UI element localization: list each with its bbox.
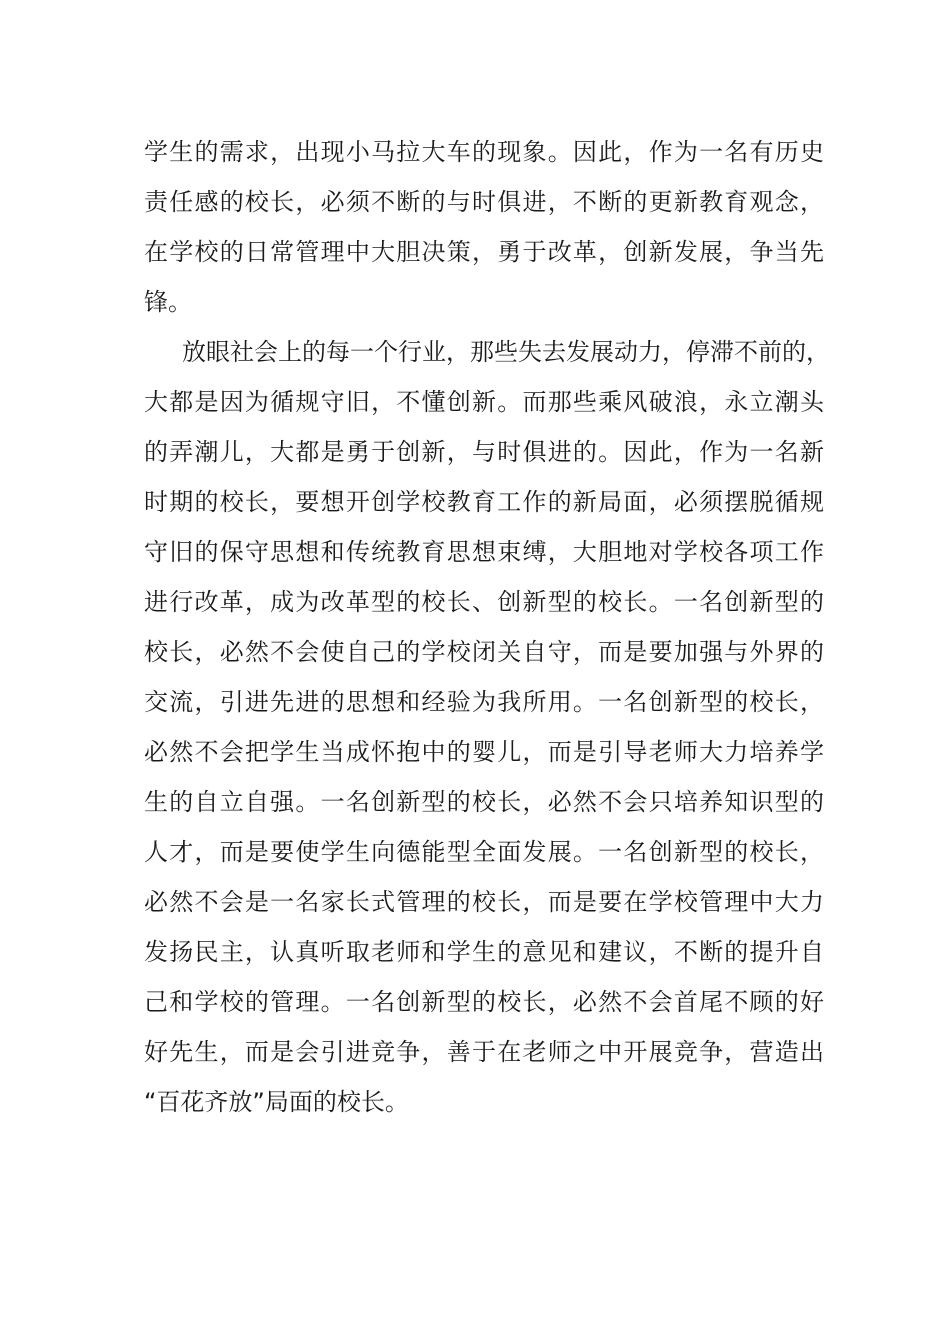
text-line: 时期的校长，要想开创学校教育工作的新局面，必须摆脱循规 [144,488,824,516]
text-line: 大都是因为循规守旧，不懂创新。而那些乘风破浪，永立潮头 [144,388,824,416]
text-line: 校长，必然不会使自己的学校闭关自守，而是要加强与外界的 [144,638,824,666]
text-line: 己和学校的管理。一名创新型的校长，必然不会首尾不顾的好 [144,988,824,1016]
text-line: 必然不会是一名家长式管理的校长，而是要在学校管理中大力 [144,888,824,916]
text-line: 发扬民主，认真听取老师和学生的意见和建议，不断的提升自 [144,938,824,966]
text-line: 的弄潮儿，大都是勇于创新，与时俱进的。因此，作为一名新 [144,438,824,466]
text-line: 生的自立自强。一名创新型的校长，必然不会只培养知识型的 [144,788,824,816]
text-line: “百花齐放”局面的校长。 [144,1088,409,1116]
text-line: 好先生，而是会引进竞争，善于在老师之中开展竞争，营造出 [144,1038,824,1066]
text-line: 在学校的日常管理中大胆决策，勇于改革，创新发展，争当先 [144,238,824,266]
text-line: 必然不会把学生当成怀抱中的婴儿，而是引导老师大力培养学 [144,738,824,766]
text-line: 交流，引进先进的思想和经验为我所用。一名创新型的校长， [144,688,824,716]
paragraph-2 [144,327,830,1127]
text-line: 放眼社会上的每一个行业，那些失去发展动力，停滞不前的， [182,338,830,366]
text-line: 人才，而是要使学生向德能型全面发展。一名创新型的校长， [144,838,824,866]
text-line: 学生的需求，出现小马拉大车的现象。因此，作为一名有历史 [144,138,824,166]
text-line: 锋。 [144,288,192,316]
text-line: 守旧的保守思想和传统教育思想束缚，大胆地对学校各项工作 [144,538,824,566]
text-line: 进行改革，成为改革型的校长、创新型的校长。一名创新型的 [144,588,824,616]
text-line: 责任感的校长，必须不断的与时俱进，不断的更新教育观念， [144,188,824,216]
paragraph-1 [144,127,824,327]
